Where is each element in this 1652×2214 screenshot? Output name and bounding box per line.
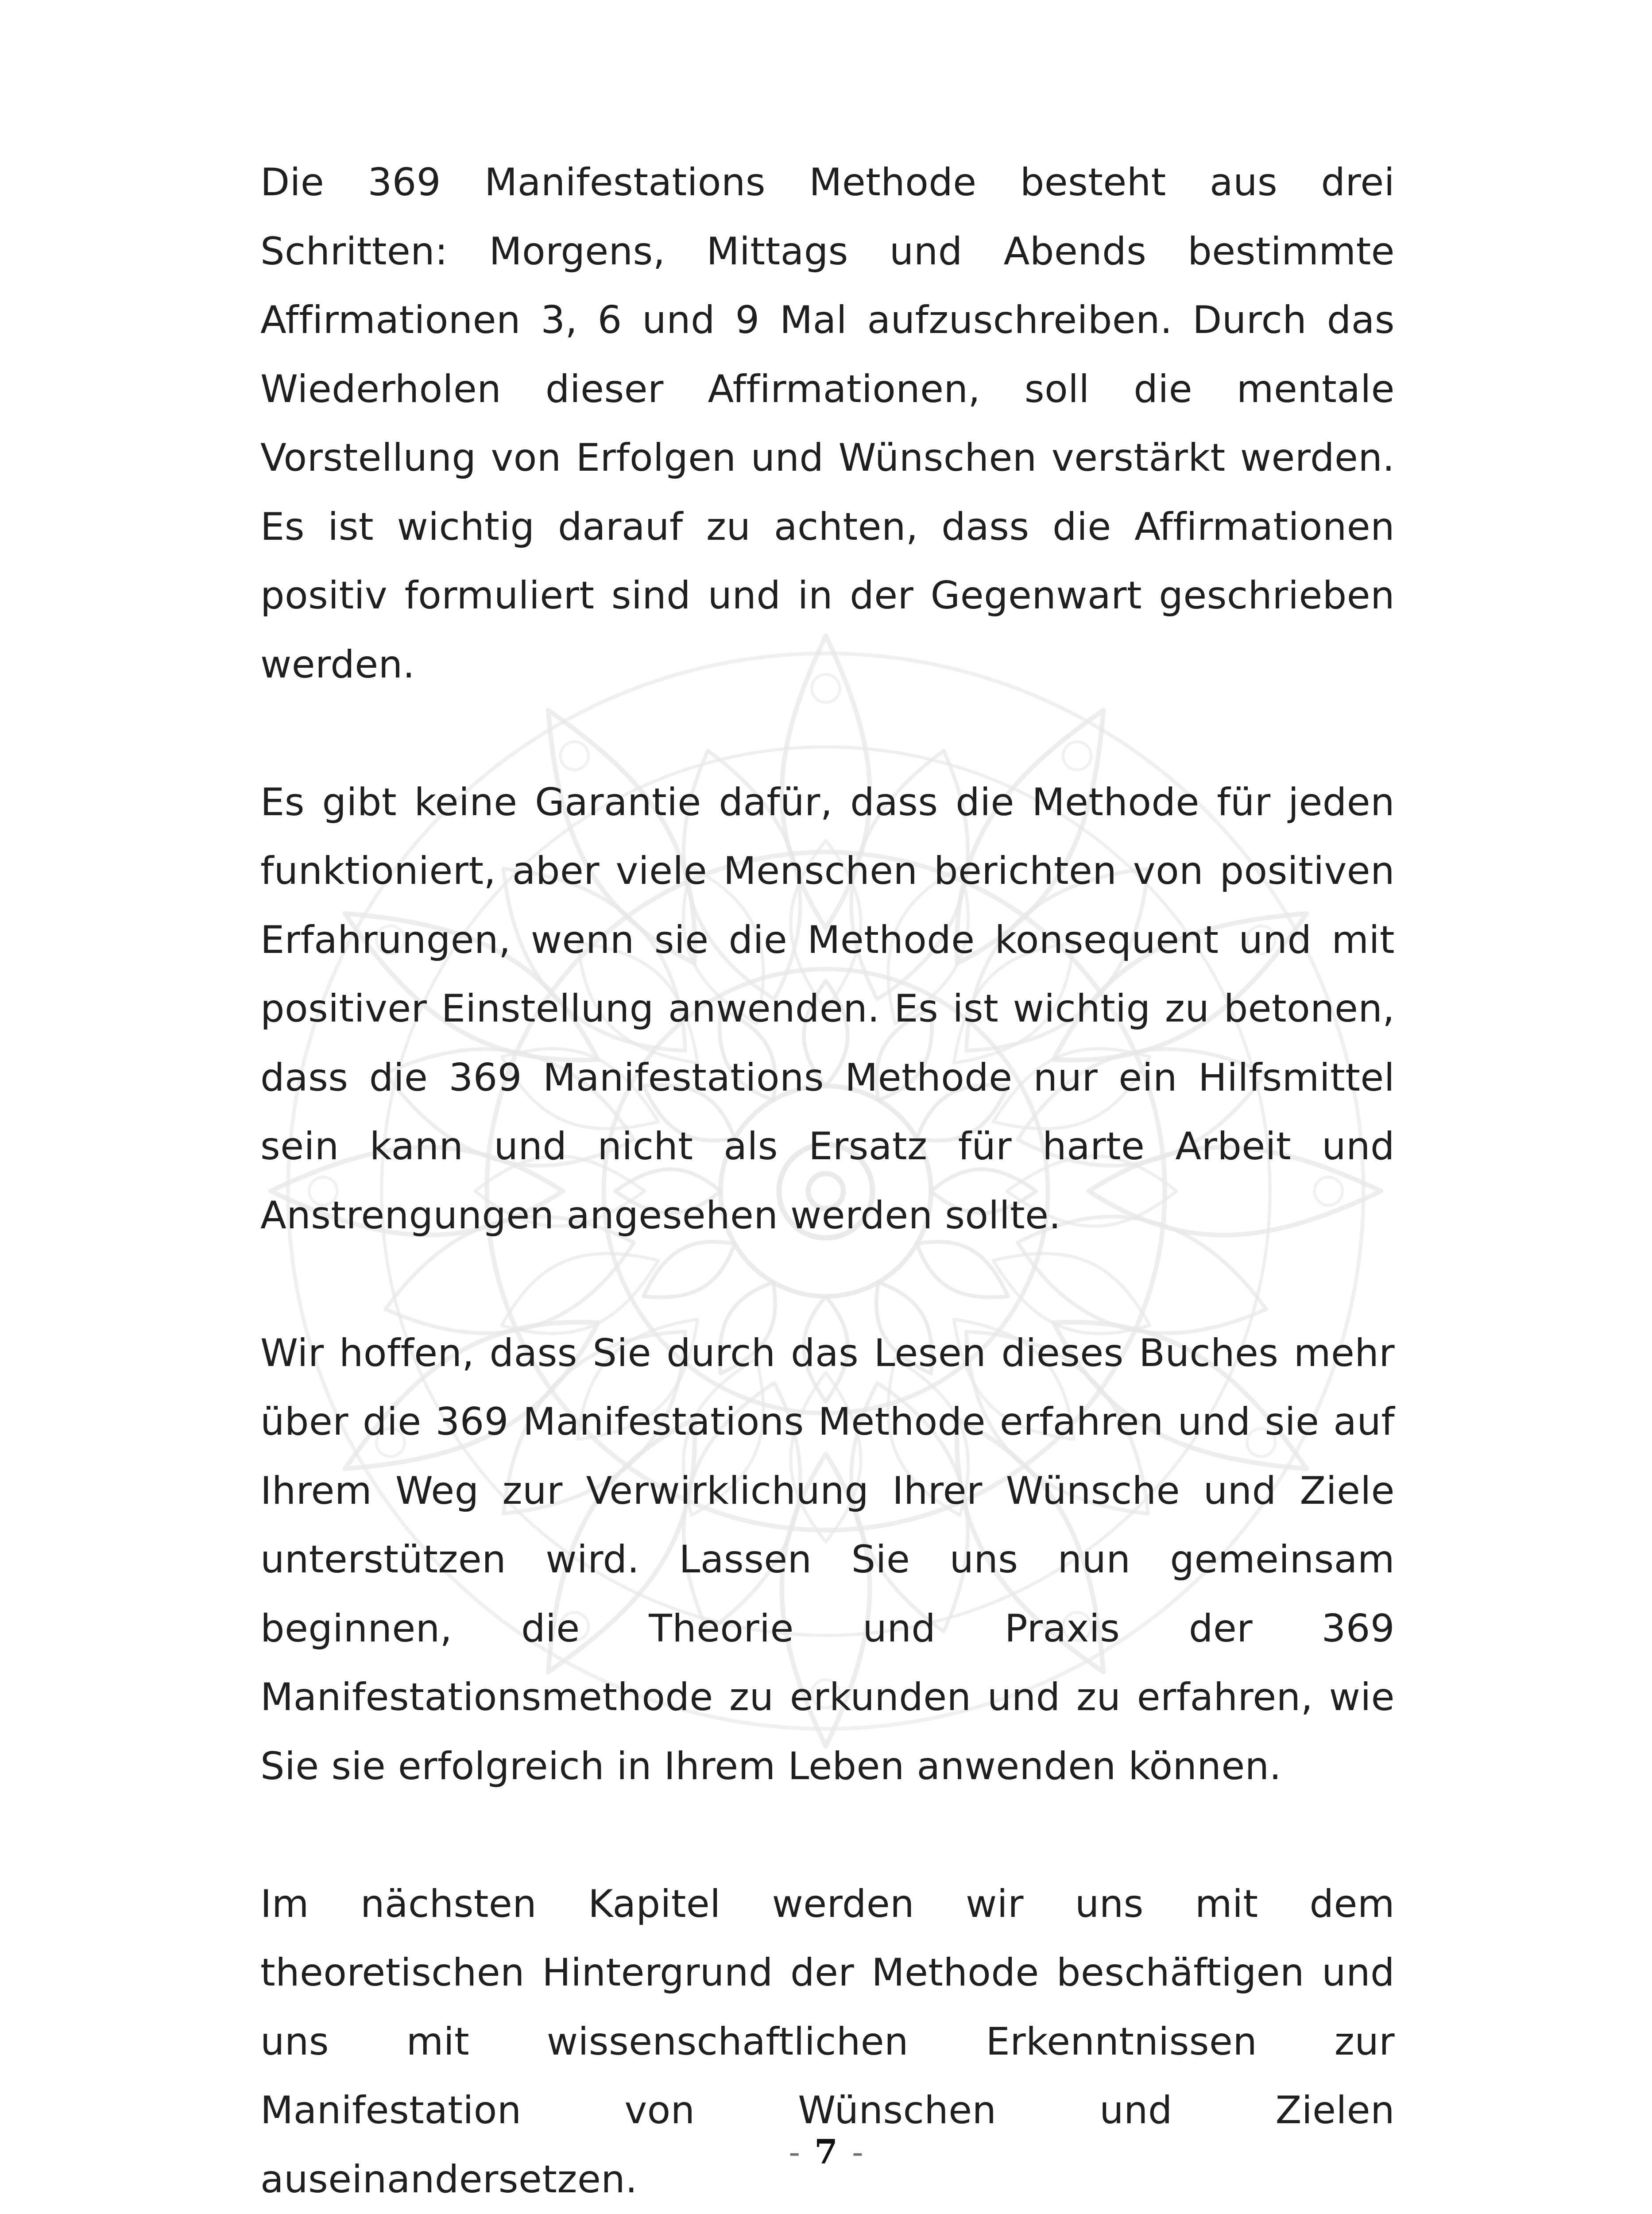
page-number-right-dash: - [852, 2132, 863, 2171]
page-number-left-dash: - [789, 2132, 800, 2171]
paragraph: Es gibt keine Garantie dafür, dass die Methode für jeden funktioniert, aber viele Menschen berichten von positiven Erfahrungen, wenn sie die Methode konsequent und mit positiver Einstellung anwenden. Es ist wichtig zu betonen, dass die 369 Manifestations Methode nur ein Hilfsmittel sein kann und nicht als Ersatz für harte Arbeit und Anstrengungen angesehen werden sollte. [260, 780, 1395, 1238]
paragraph: Im nächsten Kapitel werden wir uns mit dem theoretischen Hintergrund der Methode beschäftigen und uns mit wissenschaftlichen Erkenntnissen zur Manifestation von Wünschen und Zielen auseinandersetzen. [260, 1881, 1395, 2202]
page-body [260, 148, 1395, 2214]
paragraph: Die 369 Manifestations Methode besteht aus drei Schritten: Morgens, Mittags und Abends bestimmte Affirmationen 3, 6 und 9 Mal aufzuschreiben. Durch das Wiederholen dieser Affirmationen, soll die mentale Vorstellung von Erfolgen und Wünschen verstärkt werden. Es ist wichtig darauf zu achten, dass die Affirmationen positiv formuliert sind und in der Gegenwart geschrieben werden. [260, 160, 1395, 687]
page-number: 7 [814, 2132, 838, 2171]
paragraph: Wir hoffen, dass Sie durch das Lesen dieses Buches mehr über die 369 Manifestations Methode erfahren und sie auf Ihrem Weg zur Verwirklichung Ihrer Wünsche und Ziele unterstützen wird. Lassen Sie uns nun gemeinsam beginnen, die Theorie und Praxis der 369 Manifestationsmethode zu erkunden und zu erfahren, wie Sie sie erfolgreich in Ihrem Leben anwenden können. [260, 1331, 1395, 1788]
page-footer [0, 2131, 1652, 2173]
